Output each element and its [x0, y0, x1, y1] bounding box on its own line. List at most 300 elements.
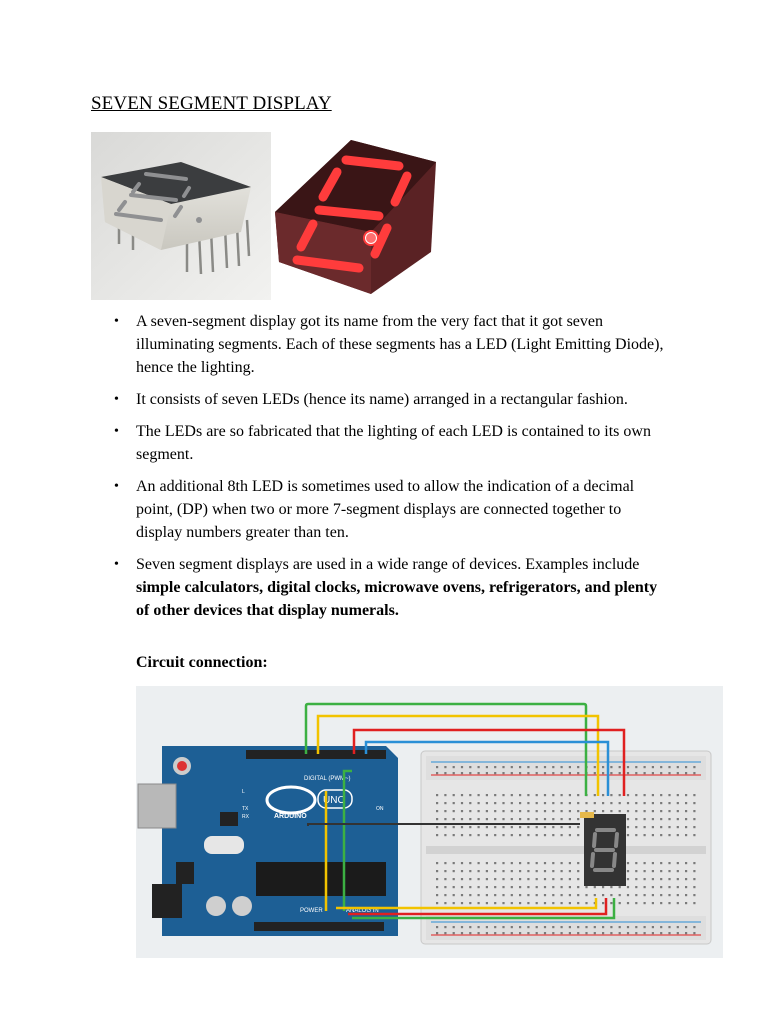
breadboard-hole	[552, 810, 554, 812]
breadboard-hole	[610, 894, 612, 896]
breadboard-hole	[644, 810, 646, 812]
breadboard-hole	[502, 818, 504, 820]
breadboard-hole	[569, 794, 571, 796]
breadboard-hole	[511, 894, 513, 896]
breadboard-hole	[668, 766, 670, 768]
breadboard-hole	[677, 894, 679, 896]
breadboard-hole	[536, 870, 538, 872]
breadboard-hole	[436, 894, 438, 896]
breadboard-hole	[577, 870, 579, 872]
breadboard-hole	[494, 834, 496, 836]
breadboard-hole	[436, 766, 438, 768]
breadboard-hole	[569, 772, 571, 774]
breadboard-hole	[494, 870, 496, 872]
breadboard-hole	[627, 810, 629, 812]
breadboard-hole	[627, 794, 629, 796]
breadboard-hole	[644, 794, 646, 796]
breadboard-hole	[444, 894, 446, 896]
breadboard-hole	[552, 870, 554, 872]
breadboard-hole	[436, 802, 438, 804]
breadboard-hole	[677, 802, 679, 804]
breadboard-hole	[544, 862, 546, 864]
breadboard-hole	[635, 926, 637, 928]
breadboard-hole	[627, 902, 629, 904]
breadboard-hole	[569, 802, 571, 804]
breadboard-hole	[585, 802, 587, 804]
breadboard-hole	[627, 862, 629, 864]
breadboard-hole	[453, 818, 455, 820]
breadboard-hole	[602, 886, 604, 888]
breadboard-hole	[635, 826, 637, 828]
breadboard-hole	[536, 794, 538, 796]
seven-segment-photo-red	[271, 132, 441, 300]
breadboard-hole	[561, 926, 563, 928]
breadboard-hole	[561, 870, 563, 872]
breadboard-hole	[461, 818, 463, 820]
breadboard-hole	[627, 818, 629, 820]
breadboard-hole	[627, 772, 629, 774]
breadboard-hole	[660, 818, 662, 820]
breadboard-hole	[436, 826, 438, 828]
breadboard-hole	[511, 878, 513, 880]
breadboard-hole	[486, 772, 488, 774]
breadboard-hole	[693, 894, 695, 896]
breadboard-hole	[585, 902, 587, 904]
breadboard-hole	[569, 810, 571, 812]
breadboard-hole	[536, 766, 538, 768]
breadboard-hole	[544, 772, 546, 774]
l-label: L	[242, 789, 245, 795]
breadboard-hole	[511, 886, 513, 888]
breadboard-hole	[494, 766, 496, 768]
breadboard-hole	[635, 794, 637, 796]
breadboard-hole	[502, 794, 504, 796]
bullet-glyph: •	[114, 314, 119, 329]
breadboard-hole	[602, 766, 604, 768]
breadboard-hole	[635, 932, 637, 934]
breadboard-hole	[561, 878, 563, 880]
breadboard-hole	[569, 902, 571, 904]
breadboard-hole	[644, 886, 646, 888]
breadboard-hole	[461, 794, 463, 796]
bullet-item	[110, 475, 670, 544]
breadboard-hole	[544, 818, 546, 820]
breadboard-hole	[511, 772, 513, 774]
breadboard-hole	[561, 834, 563, 836]
breadboard-hole	[569, 826, 571, 828]
breadboard-hole	[511, 862, 513, 864]
breadboard-hole	[619, 794, 621, 796]
breadboard-hole	[494, 886, 496, 888]
bullet-glyph: •	[114, 392, 119, 407]
breadboard-hole	[436, 810, 438, 812]
bullet-item	[110, 420, 670, 466]
breadboard-hole	[536, 886, 538, 888]
bullet-text: A seven-segment display got its name from the very fact that it got seven illuminating segments. Each of these segments has a LED (Light Emitting Diode), hence the lighting.	[136, 313, 664, 376]
breadboard-hole	[478, 810, 480, 812]
breadboard-hole	[527, 862, 529, 864]
breadboard-hole	[453, 926, 455, 928]
breadboard-hole	[602, 794, 604, 796]
breadboard-hole	[502, 902, 504, 904]
breadboard-hole	[519, 794, 521, 796]
breadboard-hole	[444, 826, 446, 828]
breadboard-hole	[444, 810, 446, 812]
breadboard-hole	[502, 894, 504, 896]
breadboard-hole	[502, 772, 504, 774]
breadboard-hole	[685, 894, 687, 896]
breadboard-hole	[585, 810, 587, 812]
bullet-text: It consists of seven LEDs (hence its name) arranged in a rectangular fashion.	[136, 391, 628, 408]
breadboard-hole	[660, 826, 662, 828]
breadboard-hole	[511, 810, 513, 812]
breadboard-hole	[453, 870, 455, 872]
breadboard-hole	[577, 886, 579, 888]
breadboard-hole	[668, 932, 670, 934]
breadboard-hole	[660, 810, 662, 812]
breadboard-hole	[685, 766, 687, 768]
breadboard-hole	[619, 802, 621, 804]
breadboard-hole	[677, 818, 679, 820]
breadboard-hole	[536, 826, 538, 828]
breadboard-hole	[677, 834, 679, 836]
breadboard-hole	[527, 772, 529, 774]
breadboard-hole	[627, 886, 629, 888]
breadboard-hole	[494, 932, 496, 934]
breadboard-hole	[561, 818, 563, 820]
breadboard-hole	[635, 766, 637, 768]
breadboard-hole	[619, 886, 621, 888]
breadboard-hole	[610, 766, 612, 768]
breadboard-hole	[577, 802, 579, 804]
breadboard-hole	[478, 894, 480, 896]
breadboard-hole	[502, 802, 504, 804]
breadboard-hole	[660, 870, 662, 872]
breadboard-hole	[577, 878, 579, 880]
breadboard-hole	[453, 772, 455, 774]
breadboard-hole	[693, 870, 695, 872]
breadboard-hole	[511, 794, 513, 796]
breadboard-hole	[660, 926, 662, 928]
breadboard-hole	[644, 772, 646, 774]
breadboard-hole	[494, 810, 496, 812]
breadboard-hole	[544, 794, 546, 796]
breadboard-hole	[444, 772, 446, 774]
breadboard-hole	[453, 834, 455, 836]
breadboard-hole	[486, 810, 488, 812]
breadboard-hole	[577, 902, 579, 904]
breadboard-hole	[494, 818, 496, 820]
breadboard-hole	[444, 932, 446, 934]
breadboard-hole	[527, 932, 529, 934]
breadboard-hole	[561, 802, 563, 804]
breadboard-hole	[494, 894, 496, 896]
breadboard-hole	[469, 794, 471, 796]
breadboard-hole	[602, 926, 604, 928]
breadboard-hole	[544, 926, 546, 928]
breadboard-hole	[635, 834, 637, 836]
breadboard-hole	[469, 870, 471, 872]
breadboard-hole	[644, 878, 646, 880]
breadboard-hole	[486, 886, 488, 888]
breadboard-hole	[610, 772, 612, 774]
page-title: SEVEN SEGMENT DISPLAY	[91, 93, 332, 114]
breadboard-hole	[635, 902, 637, 904]
breadboard-hole	[519, 878, 521, 880]
breadboard-hole	[502, 926, 504, 928]
breadboard-hole	[660, 772, 662, 774]
breadboard-hole	[677, 810, 679, 812]
breadboard-hole	[569, 894, 571, 896]
breadboard-hole	[652, 810, 654, 812]
breadboard-hole	[577, 862, 579, 864]
bullet-text: The LEDs are so fabricated that the lighting of each LED is contained to its own segment.	[136, 423, 651, 463]
breadboard-hole	[677, 878, 679, 880]
breadboard-hole	[660, 902, 662, 904]
breadboard-hole	[660, 794, 662, 796]
breadboard-hole	[610, 932, 612, 934]
breadboard-hole	[469, 878, 471, 880]
breadboard-hole	[577, 834, 579, 836]
bullet-item	[110, 553, 670, 622]
breadboard-hole	[461, 926, 463, 928]
breadboard-hole	[685, 870, 687, 872]
breadboard-hole	[594, 810, 596, 812]
breadboard-hole	[610, 886, 612, 888]
breadboard-hole	[569, 818, 571, 820]
breadboard-hole	[544, 826, 546, 828]
breadboard-hole	[569, 766, 571, 768]
breadboard-hole	[685, 818, 687, 820]
breadboard-hole	[668, 926, 670, 928]
breadboard-hole	[536, 802, 538, 804]
breadboard-hole	[660, 802, 662, 804]
breadboard-hole	[693, 818, 695, 820]
breadboard-hole	[453, 878, 455, 880]
breadboard-hole	[469, 862, 471, 864]
breadboard-hole	[536, 932, 538, 934]
breadboard-hole	[693, 932, 695, 934]
breadboard-hole	[677, 862, 679, 864]
breadboard-hole	[494, 794, 496, 796]
breadboard-hole	[619, 766, 621, 768]
breadboard-hole	[685, 926, 687, 928]
breadboard-hole	[511, 802, 513, 804]
breadboard-hole	[652, 886, 654, 888]
breadboard-hole	[635, 894, 637, 896]
breadboard-hole	[469, 772, 471, 774]
breadboard-hole	[627, 766, 629, 768]
breadboard-hole	[685, 862, 687, 864]
breadboard-hole	[652, 902, 654, 904]
breadboard-hole	[577, 894, 579, 896]
breadboard-hole	[519, 818, 521, 820]
breadboard-hole	[511, 766, 513, 768]
breadboard-hole	[461, 766, 463, 768]
breadboard-hole	[660, 932, 662, 934]
breadboard-hole	[453, 810, 455, 812]
breadboard-hole	[478, 802, 480, 804]
breadboard-hole	[652, 818, 654, 820]
breadboard-hole	[469, 932, 471, 934]
breadboard-hole	[486, 794, 488, 796]
breadboard-hole	[685, 826, 687, 828]
breadboard-hole	[511, 926, 513, 928]
bullet-bold-text: simple calculators, digital clocks, microwave ovens, refrigerators, and plenty of other devices that display numerals.	[136, 579, 658, 619]
breadboard-hole	[486, 902, 488, 904]
breadboard-hole	[544, 894, 546, 896]
breadboard-hole	[536, 862, 538, 864]
breadboard-hole	[544, 802, 546, 804]
breadboard-hole	[561, 766, 563, 768]
breadboard-hole	[693, 862, 695, 864]
breadboard-hole	[436, 902, 438, 904]
breadboard-hole	[668, 772, 670, 774]
breadboard-hole	[478, 870, 480, 872]
breadboard-hole	[469, 894, 471, 896]
breadboard-hole	[635, 862, 637, 864]
breadboard-hole	[594, 794, 596, 796]
breadboard-hole	[478, 766, 480, 768]
breadboard-hole	[502, 886, 504, 888]
breadboard-hole	[436, 886, 438, 888]
breadboard-hole	[494, 826, 496, 828]
breadboard-hole	[552, 902, 554, 904]
breadboard-hole	[552, 926, 554, 928]
breadboard-hole	[660, 834, 662, 836]
breadboard-hole	[668, 818, 670, 820]
breadboard-hole	[569, 886, 571, 888]
breadboard-hole	[444, 878, 446, 880]
breadboard-hole	[585, 894, 587, 896]
breadboard-hole	[486, 894, 488, 896]
breadboard-hole	[602, 932, 604, 934]
breadboard-hole	[561, 826, 563, 828]
breadboard-hole	[436, 862, 438, 864]
breadboard-hole	[569, 878, 571, 880]
breadboard-hole	[693, 878, 695, 880]
breadboard-hole	[635, 886, 637, 888]
breadboard-hole	[536, 878, 538, 880]
breadboard-hole	[660, 862, 662, 864]
breadboard-hole	[436, 870, 438, 872]
breadboard-hole	[685, 802, 687, 804]
breadboard-hole	[544, 834, 546, 836]
breadboard-hole	[668, 802, 670, 804]
breadboard-hole	[652, 932, 654, 934]
breadboard-hole	[478, 926, 480, 928]
breadboard-hole	[685, 878, 687, 880]
breadboard-hole	[453, 766, 455, 768]
breadboard-hole	[619, 902, 621, 904]
breadboard-hole	[644, 932, 646, 934]
breadboard-hole	[602, 894, 604, 896]
breadboard-hole	[677, 870, 679, 872]
breadboard-hole	[668, 834, 670, 836]
breadboard-hole	[469, 810, 471, 812]
breadboard-hole	[652, 826, 654, 828]
breadboard-hole	[552, 826, 554, 828]
breadboard-hole	[478, 902, 480, 904]
breadboard-hole	[519, 772, 521, 774]
breadboard-hole	[552, 794, 554, 796]
breadboard-hole	[461, 834, 463, 836]
breadboard-hole	[444, 926, 446, 928]
breadboard-hole	[602, 902, 604, 904]
breadboard-hole	[627, 834, 629, 836]
breadboard-hole	[511, 932, 513, 934]
breadboard-hole	[668, 902, 670, 904]
breadboard-hole	[527, 818, 529, 820]
breadboard-hole	[619, 810, 621, 812]
breadboard-hole	[536, 926, 538, 928]
breadboard-hole	[494, 772, 496, 774]
breadboard-hole	[544, 870, 546, 872]
breadboard-hole	[519, 810, 521, 812]
breadboard-hole	[502, 834, 504, 836]
breadboard-hole	[644, 818, 646, 820]
breadboard-hole	[668, 878, 670, 880]
breadboard-hole	[527, 794, 529, 796]
breadboard-hole	[685, 902, 687, 904]
breadboard-hole	[436, 932, 438, 934]
breadboard-hole	[436, 878, 438, 880]
breadboard-hole	[627, 894, 629, 896]
breadboard-hole	[652, 870, 654, 872]
breadboard-hole	[577, 932, 579, 934]
rx-label: RX	[242, 814, 249, 820]
breadboard-hole	[594, 932, 596, 934]
breadboard-hole	[652, 894, 654, 896]
breadboard-hole	[693, 802, 695, 804]
breadboard-hole	[527, 826, 529, 828]
breadboard-hole	[527, 878, 529, 880]
breadboard-hole	[544, 810, 546, 812]
breadboard-hole	[677, 826, 679, 828]
breadboard-hole	[627, 932, 629, 934]
breadboard-hole	[693, 926, 695, 928]
breadboard-hole	[536, 894, 538, 896]
circuit-heading: Circuit connection:	[136, 654, 268, 671]
breadboard-hole	[594, 894, 596, 896]
breadboard-hole	[627, 802, 629, 804]
breadboard-hole	[461, 802, 463, 804]
breadboard-hole	[536, 902, 538, 904]
breadboard-hole	[627, 878, 629, 880]
breadboard-hole	[494, 862, 496, 864]
breadboard-hole	[561, 932, 563, 934]
breadboard-hole	[502, 878, 504, 880]
breadboard-hole	[594, 766, 596, 768]
breadboard-hole	[693, 902, 695, 904]
bullet-item	[110, 388, 670, 411]
breadboard-hole	[610, 810, 612, 812]
breadboard-hole	[561, 794, 563, 796]
breadboard-hole	[444, 818, 446, 820]
breadboard-hole	[627, 870, 629, 872]
breadboard-hole	[519, 886, 521, 888]
breadboard-hole	[511, 818, 513, 820]
breadboard-hole	[469, 926, 471, 928]
breadboard-hole	[519, 902, 521, 904]
breadboard-hole	[444, 870, 446, 872]
breadboard-hole	[453, 886, 455, 888]
breadboard-hole	[635, 878, 637, 880]
breadboard-hole	[644, 926, 646, 928]
breadboard-hole	[461, 894, 463, 896]
breadboard-hole	[594, 772, 596, 774]
breadboard-hole	[668, 894, 670, 896]
